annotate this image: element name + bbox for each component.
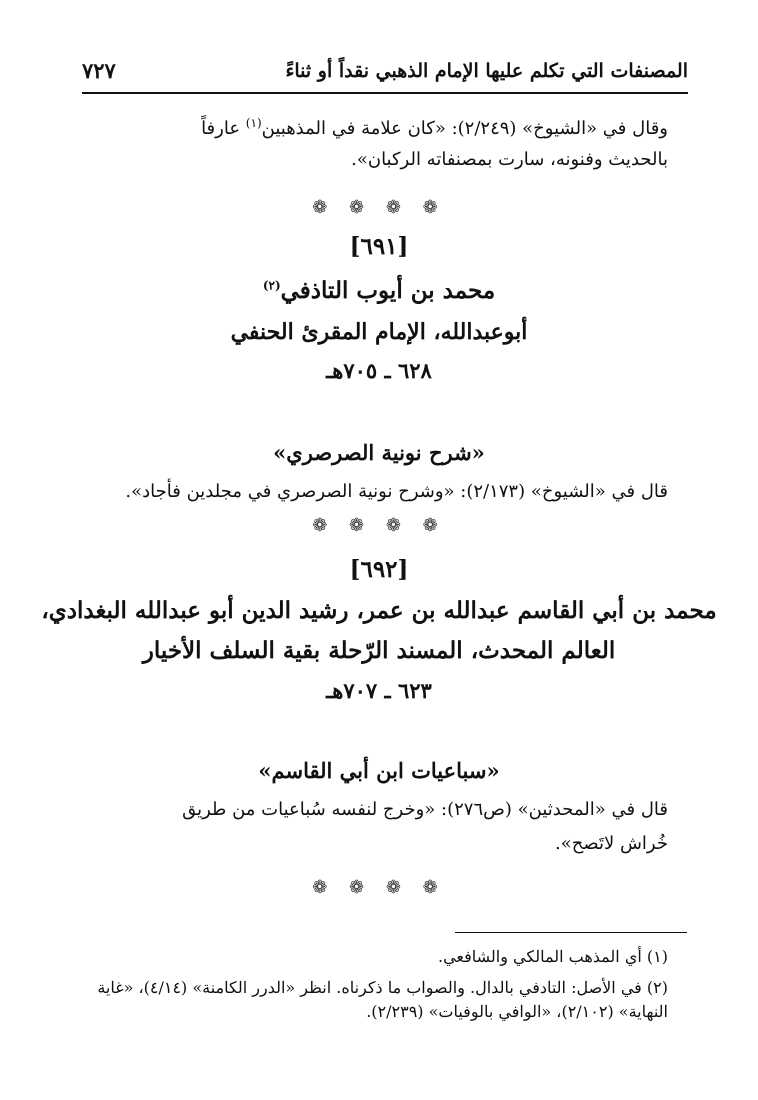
- entry-691-name-text: محمد بن أيوب التاذفي: [280, 277, 496, 304]
- separator-1: ❁ ❁ ❁ ❁: [312, 197, 446, 218]
- footnote-2-text-1: في الأصل: التادفي بالدال. والصواب ما ذكرناه. انظر «الدرر الكامنة» (٤/١٤)، «غاية: [97, 978, 642, 997]
- header-title: المصنفات التي تكلم عليها الإمام الذهبي نقداً أو ثناءً: [285, 60, 688, 82]
- entry-691-number: [٦٩١]: [349, 233, 409, 260]
- footnote-ref-2[interactable]: (٢): [262, 278, 281, 293]
- entry-692-dates: ٦٢٣ ـ ٧٠٧هـ: [326, 678, 432, 703]
- footnote-1: [438, 947, 668, 966]
- entry-691-dates: ٦٢٨ ـ ٧٠٥هـ: [326, 358, 432, 383]
- separator-2: ❁ ❁ ❁ ❁: [312, 515, 446, 536]
- intro-line-1: [201, 116, 668, 139]
- intro-line-2: بالحديث وفنونه، سارت بمصنفاته الركبان».: [351, 149, 668, 170]
- footnote-1-number: (١): [646, 947, 668, 966]
- footnote-ref-1[interactable]: (١): [245, 116, 262, 130]
- entry-691-subtitle: أبوعبدالله، الإمام المقرئ الحنفي: [230, 319, 528, 345]
- footnote-2-number: (٢): [646, 978, 668, 997]
- entry-692-quote-line-2: خُراش لاتَصح».: [555, 833, 668, 854]
- entry-692-name-line-1: محمد بن أبي القاسم عبدالله بن عمر، رشيد الدين أبو عبدالله البغدادي،: [41, 597, 717, 624]
- entry-692-number: [٦٩٢]: [349, 556, 409, 583]
- entry-692-work-title: «سباعيات ابن أبي القاسم»: [258, 758, 500, 783]
- entry-691-name: [0, 277, 758, 304]
- separator-3: ❁ ❁ ❁ ❁: [312, 877, 446, 898]
- entry-692-quote-line-1: قال في «المحدثين» (ص٢٧٦): «وخرج لنفسه سُباعيات من طريق: [182, 799, 668, 820]
- footnote-1-text: أي المذهب المالكي والشافعي.: [437, 947, 642, 966]
- footnote-divider: [455, 932, 687, 933]
- footnote-2-continued: النهاية» (٢/١٠٢)، «الوافي بالوفيات» (٢/٢٣٩).: [366, 1002, 668, 1021]
- entry-691-work-title: «شرح نونية الصرصري»: [273, 440, 485, 465]
- footnote-2: [97, 978, 668, 997]
- running-header: [82, 58, 688, 94]
- entry-691-quote: قال في «الشيوخ» (٢/١٧٣): «وشرح نونية الصرصري في مجلدين فأجاد».: [125, 481, 668, 502]
- intro-text-a: وقال في «الشيوخ» (٢/٢٤٩): «كان علامة في المذهبين: [261, 118, 668, 139]
- intro-text-b: عارفاً: [201, 118, 246, 139]
- entry-692-name-line-2: العالم المحدث، المسند الرّحلة بقية السلف الأخيار: [142, 637, 616, 664]
- page-number: ٧٢٧: [82, 58, 116, 83]
